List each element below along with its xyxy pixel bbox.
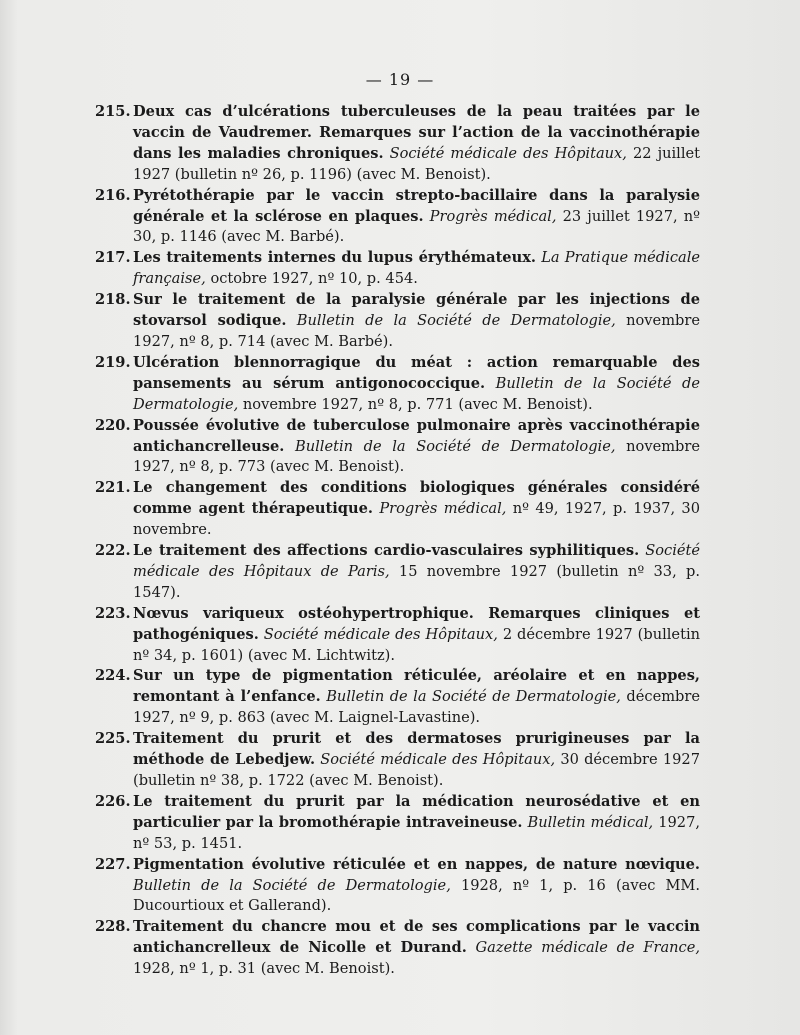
- entry-journal: Société médicale des Hôpitaux de Paris,: [133, 542, 701, 580]
- entry-number: 224.: [95, 667, 131, 685]
- entry-details: novembre 1927, nº 8, p. 714 (avec M. Barbé).: [133, 312, 700, 350]
- entry-number: 221.: [95, 479, 131, 497]
- entry-details: octobre 1927, nº 10, p. 454.: [210, 270, 418, 288]
- bibliography-entry: [95, 541, 700, 604]
- entry-details: 23 juillet 1927, nº 30, p. 1146 (avec M. Barbé).: [133, 207, 700, 246]
- entry-number: 216.: [95, 186, 131, 204]
- bibliography-entry: [95, 604, 700, 667]
- entry-title: Traitement du chancre mou et de ses complications par le vaccin antichancrelleux de Nicolle et Durand.: [133, 918, 700, 957]
- bibliography-list: [95, 102, 700, 980]
- bibliography-entry: [95, 248, 700, 290]
- entry-journal: Progrès médical,: [429, 207, 557, 225]
- entry-details: décembre 1927, nº 9, p. 863 (avec M. Laignel-Lavastine).: [133, 688, 701, 727]
- entry-journal: Société médicale des Hôpitaux,: [263, 625, 498, 643]
- entry-title: Traitement du prurit et des dermatoses prurigineuses par la méthode de Lebedjew.: [133, 730, 700, 769]
- entry-number: 226.: [95, 792, 131, 810]
- entry-journal: Bulletin de la Société de Dermatologie,: [294, 437, 616, 455]
- entry-number: 215.: [95, 103, 131, 120]
- entry-number: 217.: [95, 249, 131, 267]
- entry-journal: Gazette médicale de France,: [475, 939, 701, 957]
- entry-title: Ulcération blennorragique du méat : action remarquable des pansements au sérum antigonococcique.: [133, 353, 700, 392]
- entry-number: 225.: [95, 730, 131, 748]
- entry-details: 1927, nº 53, p. 1451.: [133, 813, 701, 852]
- bibliography-entry: [95, 729, 700, 792]
- bibliography-entry: [95, 855, 700, 918]
- entry-number: 222.: [95, 542, 131, 560]
- entry-details: novembre 1927, nº 8, p. 773 (avec M. Benoist).: [133, 437, 701, 476]
- entry-journal: Progrès médical,: [379, 500, 507, 518]
- entry-number: 220.: [95, 416, 131, 434]
- page-number: — 19 —: [365, 70, 435, 89]
- bibliography-entry: [95, 186, 700, 249]
- entry-journal: Société médicale des Hôpitaux,: [320, 751, 556, 769]
- entry-title: Le changement des conditions biologiques générales considéré comme agent thérapeutique.: [133, 479, 700, 518]
- entry-title: Deux cas d’ulcérations tuberculeuses de la peau traitées par le vaccin de Vaudremer. Remarques sur l’action de la vaccinothérapie dans les maladies chroniques.: [133, 103, 700, 162]
- entry-details: novembre 1927, nº 8, p. 771 (avec M. Benoist).: [242, 395, 593, 413]
- entry-title: Le traitement du prurit par la médication neurosédative et en particulier par la bromothérapie intraveineuse.: [133, 792, 700, 831]
- entry-title: Le traitement des affections cardio-vasculaires syphilitiques.: [133, 542, 640, 560]
- entry-title: Les traitements internes du lupus érythémateux.: [133, 249, 536, 267]
- bibliography-entry: [95, 102, 700, 186]
- entry-title: Pyrétothérapie par le vaccin strepto-bacillaire dans la paralysie générale et la sclérose en plaques.: [133, 186, 700, 225]
- entry-number: 227.: [95, 855, 131, 873]
- bibliography-entry: [95, 792, 700, 855]
- entry-title: Sur le traitement de la paralysie générale par les injections de stovarsol sodique.: [133, 291, 700, 330]
- entry-title: Pigmentation évolutive réticulée et en nappes, de nature nœvique.: [133, 855, 700, 873]
- entry-number: 219.: [95, 353, 131, 371]
- bibliography-entry: [95, 416, 700, 479]
- bibliography-entry: [95, 478, 700, 541]
- entry-details: 1928, nº 1, p. 16 (avec MM. Ducourtioux et Gallerand).: [133, 876, 701, 915]
- entry-title: Poussée évolutive de tuberculose pulmonaire après vaccinothérapie antichancrelleuse.: [133, 416, 700, 455]
- entry-details: 22 juillet 1927 (bulletin nº 26, p. 1196) (avec M. Benoist).: [133, 144, 700, 183]
- entry-number: 218.: [95, 291, 131, 309]
- entry-title: Sur un type de pigmentation réticulée, aréolaire et en nappes, remontant à l’enfance.: [133, 667, 700, 706]
- entry-journal: Bulletin médical,: [527, 813, 654, 831]
- bibliography-entry: [95, 353, 700, 416]
- entry-number: 228.: [95, 918, 131, 936]
- entry-journal: La Pratique médicale française,: [133, 249, 700, 288]
- entry-journal: Bulletin de la Société de Dermatologie,: [133, 374, 700, 413]
- bibliography-entry: [95, 917, 700, 980]
- entry-number: 223.: [95, 604, 131, 622]
- entry-journal: Bulletin de la Société de Dermatologie,: [133, 876, 451, 894]
- entry-journal: Bulletin de la Société de Dermatologie,: [296, 312, 616, 330]
- entry-details: 2 décembre 1927 (bulletin nº 34, p. 1601) (avec M. Lichtwitz).: [133, 625, 701, 664]
- entry-details: 30 décembre 1927 (bulletin nº 38, p. 1722 (avec M. Benoist).: [133, 751, 700, 789]
- entry-details: 15 novembre 1927 (bulletin nº 33, p. 1547).: [133, 562, 700, 601]
- bibliography-entry: [95, 666, 700, 729]
- bibliography-entry: [95, 290, 700, 353]
- entry-journal: Bulletin de la Société de Dermatologie,: [326, 688, 621, 706]
- entry-details: nº 49, 1927, p. 1937, 30 novembre.: [133, 500, 700, 539]
- entry-details: 1928, nº 1, p. 31 (avec M. Benoist).: [133, 960, 395, 978]
- entry-journal: Société médicale des Hôpitaux,: [389, 144, 627, 162]
- entry-title: Nœvus variqueux ostéohypertrophique. Remarques cliniques et pathogéniques.: [133, 604, 700, 643]
